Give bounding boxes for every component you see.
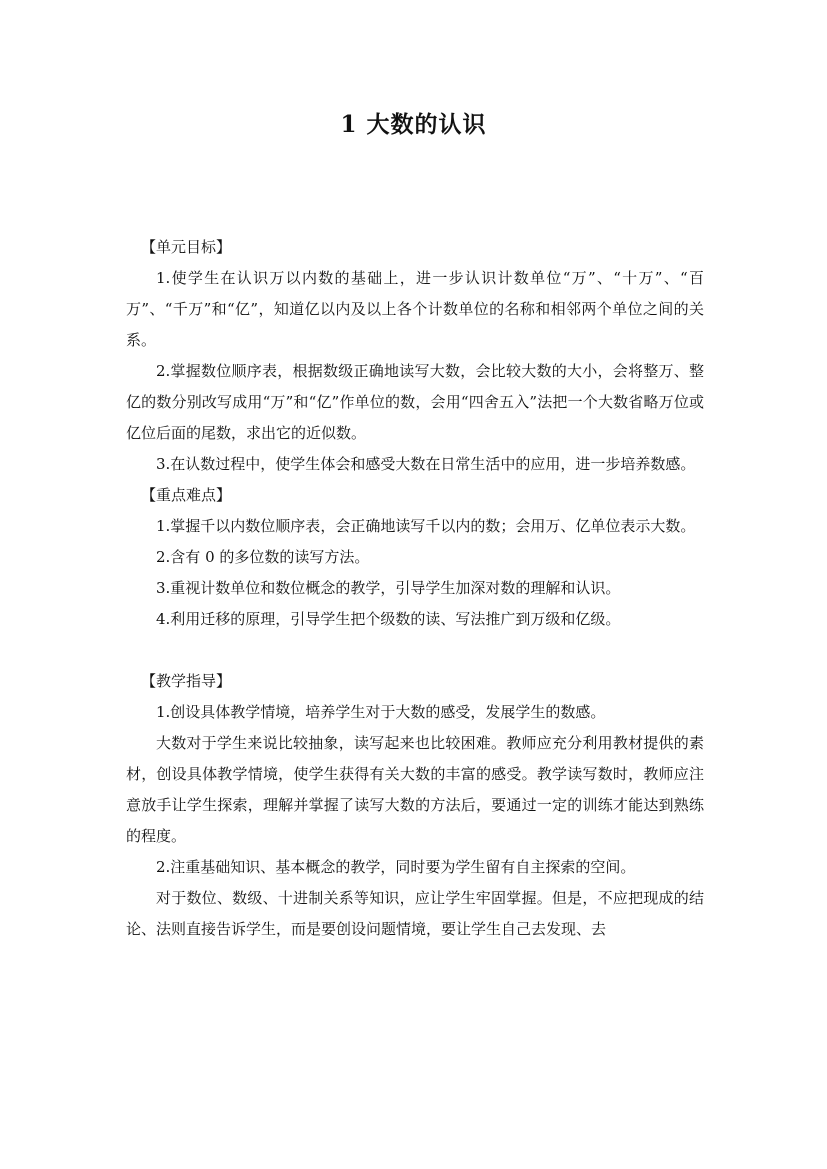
paragraph: 1.使学生在认识万以内数的基础上，进一步认识计数单位“万”、“十万”、“百万”、“千万”和“亿”，知道亿以内及以上各个计数单位的名称和相邻两个单位之间的关系。: [126, 269, 704, 349]
document-body: [126, 232, 704, 945]
paragraph: 对于数位、数级、十进制关系等知识，应让学生牢固掌握。但是，不应把现成的结论、法则直接告诉学生，而是要创设问题情境，要让学生自己去发现、去: [126, 889, 704, 938]
paragraph: 2.掌握数位顺序表，根据数级正确地读写大数，会比较大数的大小，会将整万、整亿的数分别改写成用“万”和“亿”作单位的数，会用“四舍五入”法把一个大数省略万位或亿位后面的尾数，求出它的近似数。: [126, 362, 704, 442]
paragraph: 2.注重基础知识、基本概念的教学，同时要为学生留有自主探索的空间。: [156, 858, 636, 876]
paragraph: 4.利用迁移的原理，引导学生把个级数的读、写法推广到万级和亿级。: [156, 610, 621, 628]
paragraph: 1.创设具体教学情境，培养学生对于大数的感受，发展学生的数感。: [156, 703, 606, 721]
paragraph: 3.在认数过程中，使学生体会和感受大数在日常生活中的应用，进一步培养数感。: [156, 455, 696, 473]
paragraph: 3.重视计数单位和数位概念的教学，引导学生加深对数的理解和认识。: [156, 579, 621, 597]
section-heading-goals: 【单元目标】: [141, 238, 232, 256]
section-heading-guidance: 【教学指导】: [141, 672, 232, 690]
section-heading-key-points: 【重点难点】: [141, 486, 232, 504]
paragraph: 大数对于学生来说比较抽象，读写起来也比较困难。教师应充分利用教材提供的素材，创设具体教学情境，使学生获得有关大数的丰富的感受。教学读写数时，教师应注意放手让学生探索，理解并掌握了读写大数的方法后，要通过一定的训练才能达到熟练的程度。: [126, 734, 704, 845]
section-spacer: [126, 635, 704, 666]
document-title: 1 大数的认识: [340, 111, 487, 138]
paragraph: 1.掌握千以内数位顺序表，会正确地读写千以内的数；会用万、亿单位表示大数。: [156, 517, 696, 535]
paragraph: 2.含有 0 的多位数的读写方法。: [156, 548, 370, 566]
